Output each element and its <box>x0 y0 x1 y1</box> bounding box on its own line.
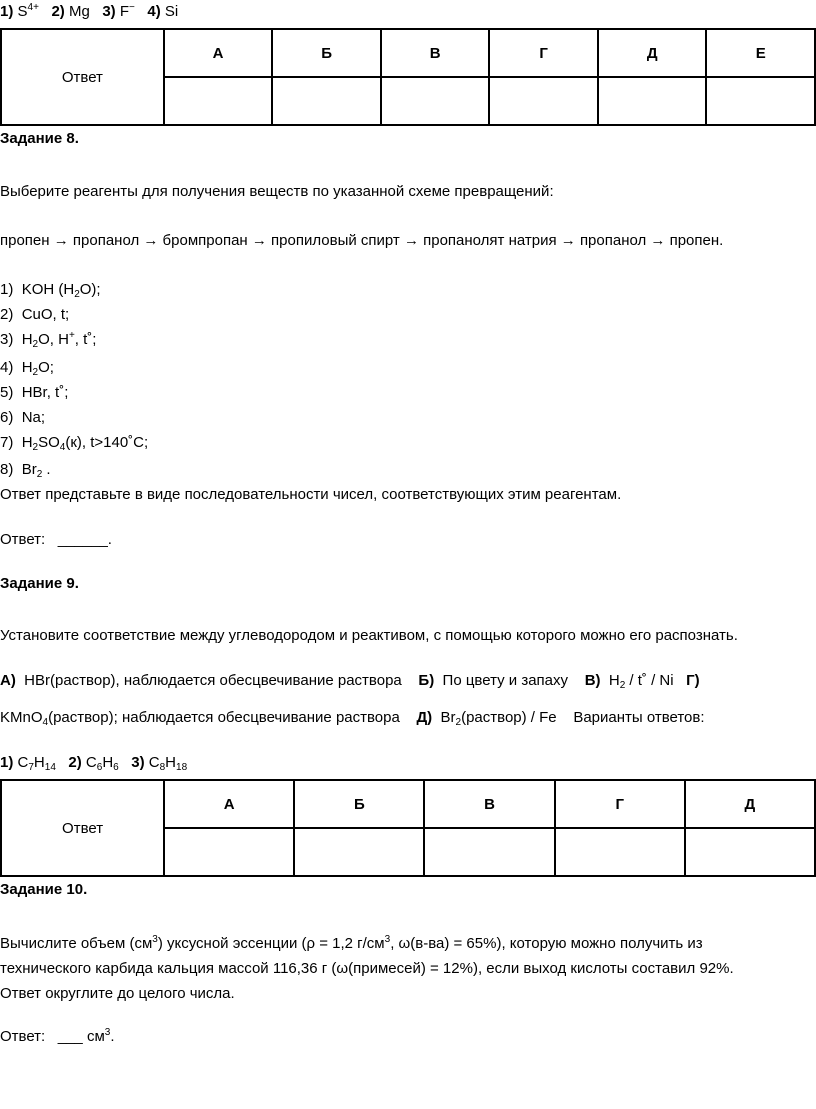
task-8-prompt: Выберите реагенты для получения веществ по указанной схеме превращений: <box>0 183 554 200</box>
answer-cell-g[interactable] <box>555 828 685 876</box>
answer-cell-a[interactable] <box>164 77 273 125</box>
answer-header-g: Г <box>555 780 685 828</box>
answer-cell-a[interactable] <box>164 828 294 876</box>
task-9-line-1: А) HBr(раствор), наблюдается обесцвечивание раствора Б) По цвету и запаху В) $H_2$ / t˚ / Ni Г) <box>0 672 700 691</box>
reagent-2: 2) CuO, t; <box>0 306 70 323</box>
reagent-7: 7) $H_2SO_4(к)$, t>140˚C; <box>0 434 149 453</box>
answer-cell-g[interactable] <box>489 77 598 125</box>
answer-header-b: Б <box>272 29 381 77</box>
answer-header-b: Б <box>294 780 424 828</box>
answer-header-a: А <box>164 780 294 828</box>
answer-header-e: Е <box>706 29 815 77</box>
answer-cell-v[interactable] <box>424 828 554 876</box>
reagent-4: 4) $H_2O$; <box>0 359 54 378</box>
task-9-options: 1) $C_7H_{14}$ 2) $C_6H_6$ 3) $C_8H_{18}$ <box>0 754 188 773</box>
option-number: 3) <box>102 3 116 20</box>
task-8-scheme: пропен → пропанол → бромпропан → пропиловый спирт → пропанолят натрия → пропанол → пропен. <box>0 232 724 249</box>
reagent-6: 6) Na; <box>0 409 46 426</box>
answer-header-g: Г <box>489 29 598 77</box>
option-si: Si <box>164 3 179 20</box>
option-f-minus: F− <box>119 2 135 20</box>
answer-cell-b[interactable] <box>294 828 424 876</box>
option-number: 2) <box>51 3 65 20</box>
reagent-8: 8) $Br_2$ . <box>0 461 51 480</box>
task-9-line-2: KMnO$_4$(раствор); наблюдается обесцвечивание раствора Д) $Br_2(раствор)$ / Fe Варианты ответов: <box>0 709 705 728</box>
answer-table-1 <box>0 28 816 126</box>
answer-cell-d[interactable] <box>598 77 707 125</box>
answer-cell-v[interactable] <box>381 77 490 125</box>
option-s4plus: $S^{4+}$ <box>17 2 39 20</box>
option-mg: Mg <box>68 3 90 20</box>
answer-cell-e[interactable] <box>706 77 815 125</box>
reagent-3: 3) $H_2O$, H+, t˚; <box>0 330 97 350</box>
answer-cell-b[interactable] <box>272 77 381 125</box>
answer-table-2 <box>0 779 816 877</box>
task-10-answer: Ответ: ___ $см^3$. <box>0 1027 115 1045</box>
answer-table-label: Ответ <box>1 29 164 125</box>
task-8-answer: Ответ: ______. <box>0 531 112 548</box>
task-10-line-3: Ответ округлите до целого числа. <box>0 985 235 1002</box>
task-9-title: Задание 9. <box>0 575 79 592</box>
answer-blank[interactable]: ___ <box>57 1028 83 1045</box>
answer-header-v: В <box>381 29 490 77</box>
task-10-title: Задание 10. <box>0 881 88 898</box>
task-10-line-2: технического карбида кальция массой 116,36 г (ω(примесей) = 12%), если выход кислоты составил 92%. <box>0 960 734 977</box>
task-8-title: Задание 8. <box>0 130 79 147</box>
answer-header-d: Д <box>685 780 815 828</box>
task-9-prompt: Установите соответствие между углеводородом и реактивом, с помощью которого можно его распознать. <box>0 627 738 644</box>
task-8-instruction: Ответ представьте в виде последовательности чисел, соответствующих этим реагентам. <box>0 486 622 503</box>
reagent-1: 1) KOH $(H_2O)$; <box>0 281 101 300</box>
answer-header-d: Д <box>598 29 707 77</box>
option-number: 4) <box>147 3 161 20</box>
reagent-5: 5) HBr, t˚; <box>0 384 69 401</box>
answer-header-v: В <box>424 780 554 828</box>
answer-options-row <box>0 2 178 22</box>
answer-blank[interactable]: ______. <box>57 531 112 548</box>
task-10-line-1: Вычислите объем $(см^3)$ уксусной эссенции (ρ = 1,2 $г/см^3$, ω(в-ва) = 65%), которую можно получить из <box>0 934 703 952</box>
answer-header-a: А <box>164 29 273 77</box>
option-number: 1) <box>0 3 14 20</box>
answer-table-label: Ответ <box>1 780 164 876</box>
answer-cell-d[interactable] <box>685 828 815 876</box>
